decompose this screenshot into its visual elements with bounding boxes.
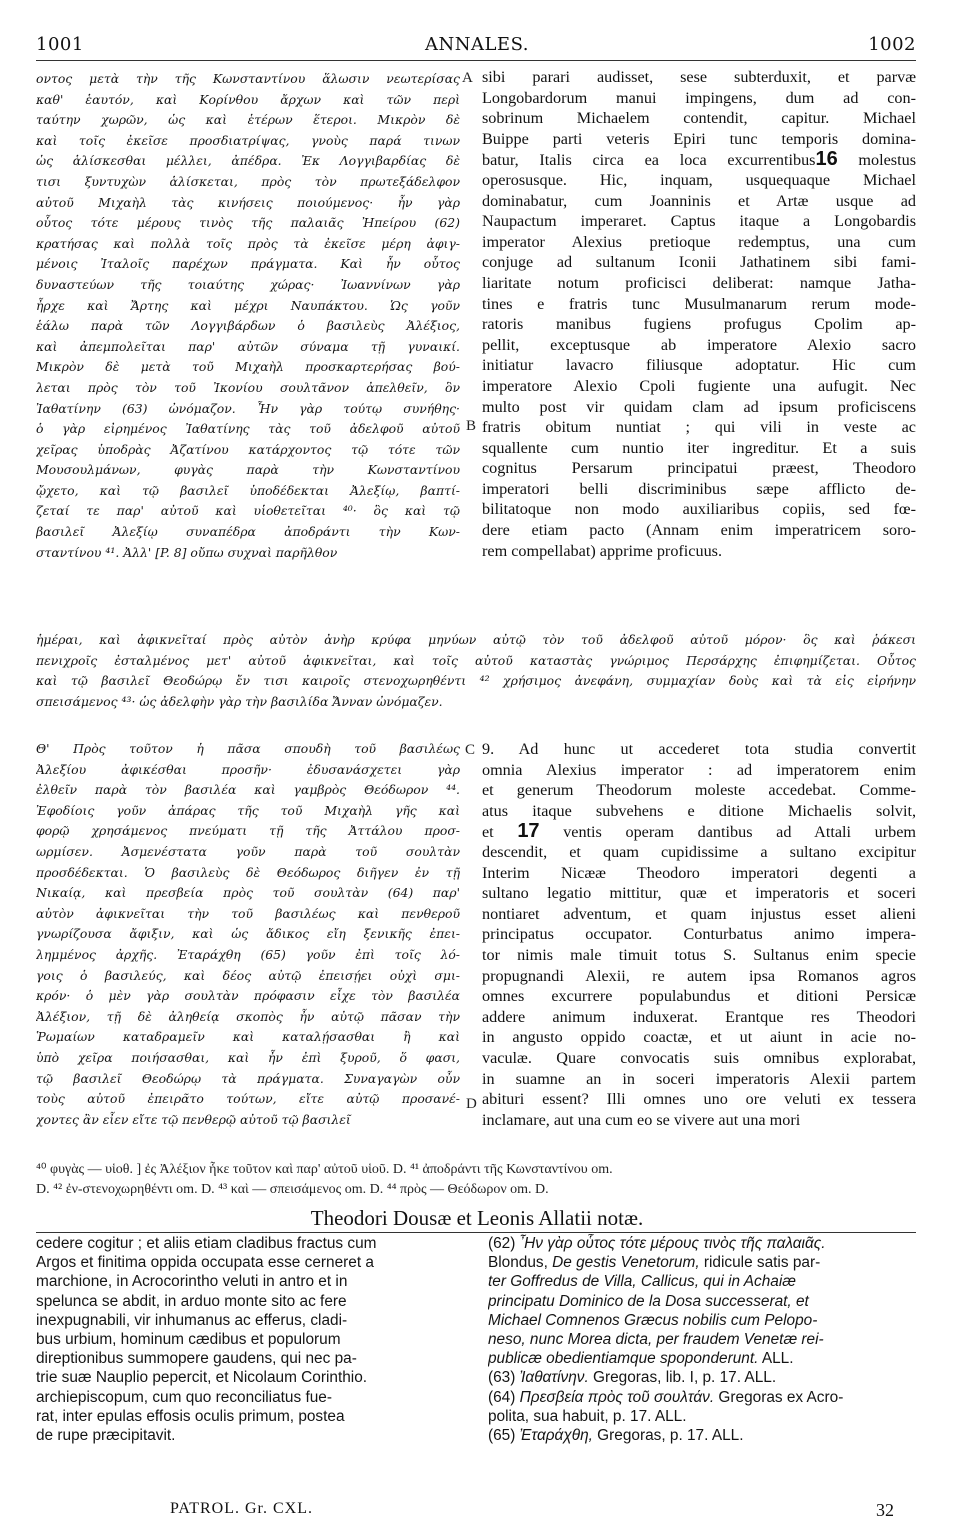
note-text: ALL. — [758, 1350, 794, 1368]
latin-line: dominabatur, cum Joanninis et Artæ usque ad — [482, 191, 916, 210]
latin-line: dere etiam pacto (Annam enim imperatricem soro- — [482, 521, 916, 540]
note-line: archiepiscopum, cum quo reconciliatus fue- — [36, 1388, 332, 1406]
latin-line: et generum Theodorum moleste accedebat. Comme- — [482, 781, 916, 800]
latin-line: descendit, et quam cupidissime a sultano excipitur — [482, 842, 916, 861]
note-line: cedere cogitur ; et aliis etiam cladibus fractus cum — [36, 1235, 377, 1252]
greek-line: τῷ βασιλεῖ Θεοδώρῳ τὰ πράγματα. Συναγαγὼν οὖν — [36, 1070, 460, 1086]
greek-line: Ῥωμαίων καταδραμεῖν καὶ καταλῄσασθαι ἢ καὶ — [36, 1029, 460, 1045]
note-line — [488, 1330, 918, 1349]
note-line — [488, 1272, 918, 1291]
latin-line: Longobardorum manui impingens, dum ad con- — [482, 88, 916, 107]
greek-line: αὐτοῦ Μιχαὴλ τὰς κινήσεις ποιούμενος· ἦν γὰρ — [36, 194, 460, 210]
footer-signature: PATROL. Gr. CXL. — [170, 1500, 313, 1517]
greek-line: τοὺς αὐτοῦ ἐπειρᾶτο τούτων, εἴτε αὐτῷ προσανέ- — [36, 1091, 460, 1107]
notes-heading: Theodori Dousæ et Leonis Allatii notæ. — [310, 1206, 644, 1230]
note-line — [488, 1292, 918, 1311]
note-italic: Πρεσβεία πρὸς τοῦ σουλτάν. — [519, 1388, 715, 1406]
latin-word: molestus — [837, 151, 916, 170]
greek-line: οὗτος τότε μέρους τινὸς τῆς παλαιᾶς Ἠπείρου (62) — [36, 215, 460, 231]
latin-line: imperatore Alexio Cpoli fugiente una aufugit. Nec — [482, 376, 916, 395]
greek-line: καὶ τῷ βασιλεῖ Θεοδώρῳ ἔν τισι καιροῖς στενοχωρηθέντι ⁴² χρήσιμος ἀνεφάνη, συμμαχίαν δοὺς καὶ τὰ εἰς εἰρήνην — [36, 673, 916, 689]
latin-line: fratris obitum nuntiat ; qui vili in veste ac — [482, 418, 916, 437]
latin-line: inclamare, aut una cum eo se vivere aut una mori — [482, 1110, 801, 1129]
note-italic: ter Goffredus de Villa, Callicus, qui in Achaiæ — [488, 1273, 796, 1291]
greek-line: φορῷ χρησάμενος πνεύματι τῇ τῆς Ἀττάλου προσ- — [36, 823, 460, 839]
latin-line: Buippe parti veteris Epiri tunc temporis domina- — [482, 129, 916, 148]
greek-line: ὁ γὰρ εἰρημένος Ἰαθατίνης τὰς τοῦ ἀδελφοῦ αὐτοῦ — [36, 421, 460, 437]
greek-line: Ἀλεξίου ἀφικέσθαι προσῆν· ἐδυσανάσχετει γὰρ — [36, 761, 460, 777]
latin-line: propugnandi Alexii, re autem ipsa Romanos agros — [482, 966, 916, 985]
greek-line: Μουσουλμάνων, φυγὰς παρὰ τὴν Κωνσταντίνου — [36, 462, 460, 478]
latin-line: operosusque. Hic, inquam, usquequaque Michael — [482, 170, 916, 189]
greek-line: Ἐφοδίοις γοῦν ἀπάρας τῆς τοῦ Μιχαὴλ γῆς καὶ — [36, 802, 460, 818]
note-line: spelunca se abdit, in arduo monte sito ac fere — [36, 1292, 347, 1310]
latin-line: in angusto oppido coactæ, et ut aiunt in acie no- — [482, 1028, 916, 1047]
apparatus-line: D. ⁴² ἐν-στενοχωρηθέντι om. D. ⁴³ καὶ — σπεισάμενος om. D. ⁴⁴ πρὸς — Θεόδωρον om. D. — [36, 1182, 549, 1197]
greek-line: ὡς ἁλίσκεσθαι μέλλει, ἀπέδρα. Ἐκ Λογγιβαρδίας δὲ — [36, 153, 460, 169]
margin-letter-a: A — [462, 70, 473, 86]
greek-line: κρατήσας καὶ πολλὰ τοῖς πρὸς τὰ ἐκεῖσε μέρη ἀφιγ- — [36, 235, 460, 251]
note-italic: publicæ obedientiamque spoponderunt. — [488, 1350, 759, 1368]
note-line — [488, 1234, 918, 1253]
latin-column-lower — [482, 739, 916, 1130]
note-italic: principatu Dominico de la Dosa successerat, et — [488, 1292, 809, 1310]
greek-line: βασιλεῖ Ἀλεξίῳ συναπέδρα ἀποδράντι τὴν Κων- — [36, 524, 460, 540]
note-text: ridicule satis par- — [699, 1254, 821, 1272]
margin-letter-b: B — [466, 418, 477, 434]
greek-line: κρόν· ὁ μὲν γὰρ σουλτὰν πρόφασιν εἶχε τὸν βασιλέα — [36, 988, 460, 1004]
greek-line: γνωρίζουσα ἄφιξιν, καὶ ὡς ἄδικος εἴη ξενικῆς ἐπει- — [36, 926, 460, 942]
greek-line: λεται πρὸς τὸν τοῦ Ἰκονίου σουλτᾶνον ἀπελθεῖν, ὃν — [36, 379, 460, 395]
latin-line: ratoris manibus fugiens profugus Cpolim ap- — [482, 315, 916, 334]
greek-line: γοις ὁ βασιλεύς, καὶ δέος αὐτῷ ἐπεισῄει οὐχὶ σμι- — [36, 967, 460, 983]
latin-line: nontiaret adventum, et quam injustus esset alieni — [482, 904, 916, 923]
greek-line: δυναστεύων τῆς τοιαύτης χώρας· Ἰωαννίνων γὰρ — [36, 276, 460, 292]
note-line: trie suæ Nauplio pepercit, et Nicolaum Corinthio. — [36, 1369, 368, 1387]
note-line — [488, 1253, 918, 1272]
greek-line: καὶ τοῖς ἐκεῖσε προσδιατρίψας, γνοὺς παρά τινων — [36, 132, 460, 148]
latin-line: rem compellabat) apprime proficuus. — [482, 541, 723, 560]
latin-line: omnes excurrere populabundus et ditioni Persicæ — [482, 987, 916, 1006]
note-line — [488, 1368, 918, 1387]
greek-line: ἦρχε καὶ Ἄρτης καὶ μέχρι Ναυπάκτου. Ὡς γοῦν — [36, 297, 460, 313]
note-text: Blondus, — [488, 1254, 553, 1272]
greek-column-lower — [36, 739, 460, 1130]
greek-column-upper — [36, 69, 460, 563]
notes-right-column — [488, 1234, 918, 1445]
critical-apparatus — [36, 1160, 916, 1200]
note-text: (64) — [488, 1388, 520, 1406]
note-text: (62) — [488, 1235, 520, 1252]
latin-line: imperator Alexius pretioque redemptus, una cum — [482, 232, 916, 251]
note-text: (65) — [488, 1426, 520, 1444]
note-line: direptionibus summopere gaudens, qui nec pa- — [36, 1350, 357, 1368]
greek-line: τισι ξυντυχὼν ἁλίσκεται, πρὸς τὸν πρωτεξάδελφον — [36, 173, 460, 189]
footer-sheet-number: 32 — [876, 1500, 894, 1520]
greek-line: χοντες ἂν εἶεν εἴτε τῷ πενθερῷ αὐτοῦ τῷ βασιλεῖ — [36, 1111, 351, 1127]
notes-rule — [36, 1232, 916, 1233]
greek-line: ὑπὸ χεῖρα ποιήσασθαι, καὶ ἦν ἐπὶ ξυροῦ, ὅ φασι, — [36, 1049, 460, 1065]
latin-word: et — [482, 823, 518, 842]
greek-line: καθ' ἑαυτόν, καὶ Κορίνθου ἄρχων καὶ τῶν περὶ — [36, 91, 460, 107]
latin-line: imperatori belli discriminibus sæpe afflicto de- — [482, 479, 916, 498]
latin-line: pellit, exceptusque ab imperatore Alexio sacro — [482, 335, 916, 354]
greek-line: ἐλθεῖν παρὰ τὸν βασιλέα καὶ γαμβρὸς Θεόδωρον ⁴⁴. — [36, 782, 460, 798]
greek-line: σταντίνου ⁴¹. Ἀλλ' [P. 8] οὔπω συχναὶ παρῆλθον — [36, 544, 338, 560]
greek-fullwidth-passage — [36, 630, 916, 712]
greek-line: καὶ ἀπεμπολεῖται παρ' αὐτῶν σύναμα τῇ γυναικί. — [36, 338, 460, 354]
greek-line: ωρμίσεν. Ἀσμενέστατα γοῦν παρὰ τοῦ σουλτὰν — [36, 843, 460, 859]
header-rule — [36, 60, 916, 61]
note-text: Gregoras, lib. I, p. 17. ALL. — [588, 1369, 777, 1387]
note-italic: Ἦν γὰρ οὗτος τότε μέρους τινὸς τῆς παλαιᾶς. — [519, 1235, 826, 1252]
greek-line: Νικαίᾳ, καὶ πρεσβεία πρὸς τοῦ σουλτὰν (64) παρ' — [36, 885, 460, 901]
latin-line: atus itaque subvehens e ditione Michaelis solvit, — [482, 801, 916, 820]
latin-line: tines e fratris tunc Musulmanarum rerum mode- — [482, 294, 916, 313]
latin-line: sibi parari audisset, sese subterduxit, et parvæ — [482, 68, 916, 86]
apparatus-line: ⁴⁰ φυγὰς — υἱοθ. ] ἐς Ἀλέξιον ἧκε τοῦτον καὶ παρ' αὐτοῦ υἱοῦ. D. ⁴¹ ἀποδράντι τῆς Κωνσταντίνου om. — [36, 1162, 613, 1177]
latin-line: omnia Alexius imperator : ad imperatorem enim — [482, 760, 916, 779]
latin-line: conjuge ad sultanum Iconii Jathatinem sibi fami- — [482, 253, 916, 272]
greek-line: Ἰαθατίνην (63) ὠνόμαζον. Ἦν γὰρ τούτῳ συνήθης· — [36, 400, 460, 416]
greek-line: χεῖρας ὑποδρὰς Ἀζατίνου κατάρχοντος τῷ τότε τῶν — [36, 441, 460, 457]
latin-line: batur, Italis circa ea loca excurrentibus16 molestus — [482, 149, 916, 170]
note-line — [488, 1388, 918, 1407]
greek-line: Θ' Πρὸς τοῦτον ἡ πᾶσα σπουδὴ τοῦ βασιλέως — [36, 741, 460, 756]
note-italic: neso, nunc Morea dicta, per fraudem Venetæ rei- — [488, 1330, 824, 1348]
greek-line: οντος μετὰ τὴν τῆς Κωνσταντίνου ἅλωσιν νεωτερίσας — [36, 71, 460, 86]
greek-line: προσδέδεκται. Ὁ βασιλεὺς δὲ Θεόδωρος διῆγεν ἐν τῇ — [36, 864, 460, 880]
note-line — [488, 1426, 918, 1445]
note-italic: Ἰαθατίνην. — [519, 1369, 589, 1387]
latin-line: Interim Nicææ Theodoro imperatori degenti a — [482, 863, 916, 882]
column-number: 17 — [517, 821, 540, 842]
latin-line: sultano legatio mittitur, quæ et imperatoris et soceri — [482, 884, 916, 903]
latin-line: multo post vir quidam clam ad ipsum proficiscens — [482, 397, 916, 416]
note-line — [488, 1311, 918, 1330]
greek-line: ταύτην χωρῶν, ὡς καὶ ἑτέρων ἕτεροι. Μικρὸν δὲ — [36, 112, 460, 128]
latin-line: bilitatoque non modo auxiliaribus copiis, sed fœ- — [482, 500, 916, 519]
page-number-left: 1001 — [36, 34, 84, 55]
note-line: Argos et finitima oppida occupata esse cerneret a — [36, 1254, 374, 1272]
latin-line: squallente cum nuntio iter ingreditur. Et a suis — [482, 438, 916, 457]
greek-line: αὐτὸν ἀφικνεῖται τὴν τοῦ βασιλέως καὶ πενθεροῦ — [36, 905, 460, 921]
note-line: de rupe præcipitavit. — [36, 1426, 176, 1444]
greek-line: λημμένος ἀρχῆς. Ἐταράχθη (65) γοῦν ἐπὶ τοῖς λό- — [36, 946, 460, 962]
note-italic: Michael Comnenos Græcus nobilis cum Pelopo- — [488, 1311, 818, 1329]
latin-column-upper — [482, 67, 916, 561]
greek-line: ᾤχετο, καὶ τῷ βασιλεῖ ὑποδέδεκται Ἀλεξίῳ, βαπτί- — [36, 482, 460, 498]
note-text: polita, sua habuit, p. 17. ALL. — [488, 1407, 687, 1425]
latin-line: initiatur lavacro filiusque adoptatur. Hic cum — [482, 356, 916, 375]
note-line: rat, inter epulas effosis oculis primum, postea — [36, 1407, 345, 1425]
latin-text: ventis operam dantibus ad Attali urbem — [539, 823, 916, 842]
note-line: bus urbium, hominum cædibus et populorum — [36, 1330, 341, 1348]
note-line — [488, 1407, 918, 1426]
latin-line: vaculæ. Quare convocatis suis omnibus explorabat, — [482, 1048, 916, 1067]
greek-line: ἡμέραι, καὶ ἀφικνεῖταί πρὸς αὐτὸν ἀνὴρ κρύφα μηνύων αὐτῷ τὸν τοῦ ἀδελφοῦ αὐτοῦ μόρον· ὃς καὶ ῥάκεσι — [36, 632, 916, 647]
latin-line: sobrinum Michaelem contendit, capitur. Michael — [482, 109, 916, 128]
latin-line: Naupactum imperaret. Captus itaque a Longobardis — [482, 212, 916, 231]
running-title: ANNALES. — [424, 34, 529, 55]
note-text: Gregoras, p. 17. ALL. — [592, 1426, 744, 1444]
greek-line: Μικρὸν δὲ μετὰ τοῦ Μιχαὴλ προσκαρτερήσας βού- — [36, 359, 460, 375]
latin-line: abituri essent? Illi omnes uno ore veluti ex tessera — [482, 1090, 916, 1109]
note-text: Gregoras ex Acro- — [714, 1388, 844, 1406]
greek-line: πενιχροῖς ἐσταλμένος μετ' αὐτοῦ ἀφικνεῖται, καὶ τοῖς αὐτοῦ καταστὰς γνώριμος Περσάρχης ἐπιφημίζεται. Οὗτος — [36, 652, 916, 668]
note-italic: De gestis Venetorum, — [552, 1254, 700, 1272]
note-text: (63) — [488, 1369, 520, 1387]
latin-line: cognitus Persarum principatui præest, Theodoro — [482, 459, 916, 478]
latin-line: liaritate notum proficisci deliberat: namque Jatha- — [482, 273, 916, 292]
latin-line: principatus occupator. Conturbatus animo impera- — [482, 925, 916, 944]
greek-line: σπεισάμενος ⁴³· ὡς ἀδελφὴν γὰρ τὴν βασιλίδα Ἄνναν ὠνόμαζεν. — [36, 693, 443, 709]
column-number: 16 — [815, 149, 838, 170]
note-line: marchione, in Acrocorintho veluti in antro et in — [36, 1273, 348, 1291]
notes-left-column — [36, 1234, 460, 1445]
greek-line: ἑάλω παρὰ τῶν Λογγιβάρδων ὁ βασιλεὺς Ἀλέξιος, — [36, 318, 460, 334]
greek-line: Ἀλέξιον, τῇ δὲ ἀληθείᾳ σκοπὸς ἦν αὐτῷ πᾶσαν τὴν — [36, 1008, 460, 1024]
greek-line: μένοις Ἰταλοῖς παρέχων πράγματα. Καὶ ἦν οὗτος — [36, 256, 460, 272]
margin-letter-c: C — [465, 742, 476, 758]
note-line — [488, 1349, 918, 1368]
note-italic: Ἐταράχθη, — [519, 1426, 593, 1444]
page-number-right: 1002 — [868, 34, 916, 55]
note-line: inexpugnabili, vir inhumanus ac efferus, cladi- — [36, 1311, 348, 1329]
latin-line — [482, 821, 916, 842]
latin-line: 9. Ad hunc ut accederet tota studia convertit — [482, 740, 916, 758]
latin-line: addere animum induxerat. Erantque res Theodori — [482, 1007, 916, 1026]
greek-line: ζεταί τε παρ' αὐτοῦ καὶ υἱοθετεῖται ⁴⁰· ὃς καὶ τῷ — [36, 503, 460, 519]
latin-line: in suamne an in soceri imperatoris Alexii partem — [482, 1069, 916, 1088]
latin-line: tor nimis male timuit totus S. Sultanus enim specie — [482, 945, 916, 964]
margin-letter-d: D — [466, 1096, 477, 1112]
